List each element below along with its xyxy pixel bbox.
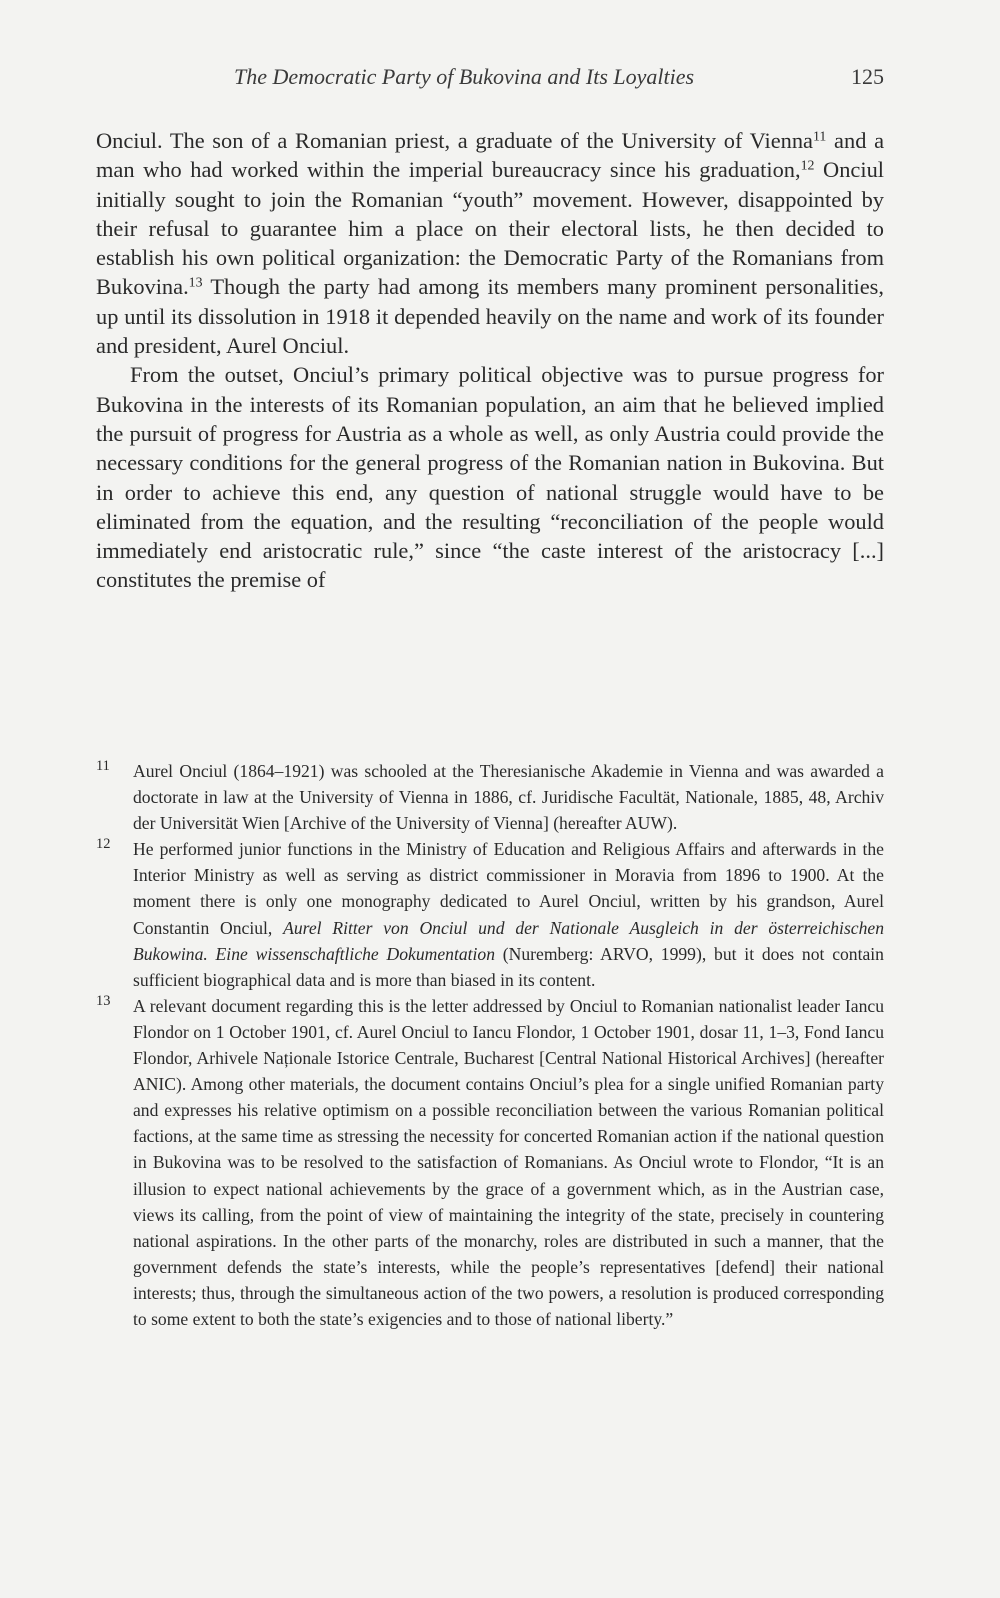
running-head-title: The Democratic Party of Bukovina and Its Loyalties [234,64,695,89]
text-run: Though the party had among its members many prominent personalities, up until its dissolution in 1918 it depended heavily on the name and work of its founder and president, Aurel Onciul. [96,274,884,359]
footnote-number: 11 [96,758,110,774]
book-page [96,62,884,595]
paragraph [96,126,884,360]
footnote-number: 12 [96,836,111,853]
footnote-ref: 11 [813,129,827,145]
text-run: Onciul. The son of a Romanian priest, a graduate of the University of Vienna [96,128,813,153]
footnote-text: Aurel Onciul (1864–1921) was schooled at the Theresianische Akademie in Vienna and was awarded a doctorate in law at the University of Vienna in 1886, cf. Juridische Facultät, Nationale, 1885, 48, Archiv der Universität Wien [Archive of the University of Vienna] (hereafter AUW). [133,761,884,834]
page-number: 125 [851,64,884,89]
main-text [96,126,884,595]
footnote [96,758,884,836]
footnote-text: A relevant document regarding this is the letter addressed by Onciul to Romanian nationalist leader Iancu Flondor on 1 October 1901, cf. Aurel Onciul to Iancu Flondor, 1 October 1901, dosar 11, 1–3, Fond Iancu Flondor, Arhivele Naționale Istorice Centrale, Bucharest [Central National Historical Archives] (hereafter ANIC). Among other materials, the document contains Onciul’s plea for a single unified Romanian party and expresses his relative optimism on a possible reconciliation between the various Romanian political factions, at the same time as stressing the necessity for concerted Romanian action if the national question in Bukovina was to be resolved to the satisfaction of Romanians. As Onciul wrote to Flondor, “It is an illusion to expect national achievements by the grace of a government which, as in the Austrian case, views its calling, from the point of view of maintaining the integrity of the state, precisely in countering national aspirations. In the other parts of the monarchy, roles are distributed in such a manner, that the government defends the state’s interests, while the people’s representatives [defend] their national interests; thus, through the simultaneous action of the two powers, a resolution is produced corresponding to some extent to both the state’s exigencies and to those of national liberty.” [133,995,884,1329]
text-run: and a man who had worked within the imperial bureaucracy since his graduation, [96,128,885,183]
footnote-text: He performed junior functions in the Ministry of Education and Religious Affairs and afterwards in the Interior Ministry as well as serving as district commissioner in Moravia from 1896 to 1900. At the moment there is only one monography dedicated to Aurel Onciul, written by his grandson, Aurel Constantin Onciul, [133,839,884,938]
footnote-ref: 13 [188,275,203,291]
running-head [96,62,884,102]
text-run: Onciul initially sought to join the Romanian “youth” movement. However, disappointed by their refusal to guarantee him a place on their electoral lists, he then decided to establish his own political organization: the Democratic Party of the Romanians from Bukovina. [96,157,884,300]
footnote-number: 13 [96,992,111,1009]
footnote-ref: 12 [800,158,815,174]
footnote [96,993,884,1332]
footnote-text: (Nuremberg: ARVO, 1999), but it does not contain sufficient biographical data and is more than biased in its content. [133,943,884,990]
footnote [96,836,884,993]
paragraph: From the outset, Onciul’s primary political objective was to pursue progress for Bukovina in the interests of its Romanian population, an aim that he believed implied the pursuit of progress for Austria as a whole as well, as only Austria could provide the necessary conditions for the general progress of the Romanian nation in Bukovina. But in order to achieve this end, any question of national struggle would have to be eliminated from the equation, and the resulting “reconciliation of the people would immediately end aristocratic rule,” since “the caste interest of the aristocracy [...] constitutes the premise of [96,362,884,593]
book-title: Aurel Ritter von Onciul und der Nationale Ausgleich in der österreichischen Bukowina. Eine wissenschaftliche Dokumentation [133,917,885,964]
footnotes [96,758,884,1332]
